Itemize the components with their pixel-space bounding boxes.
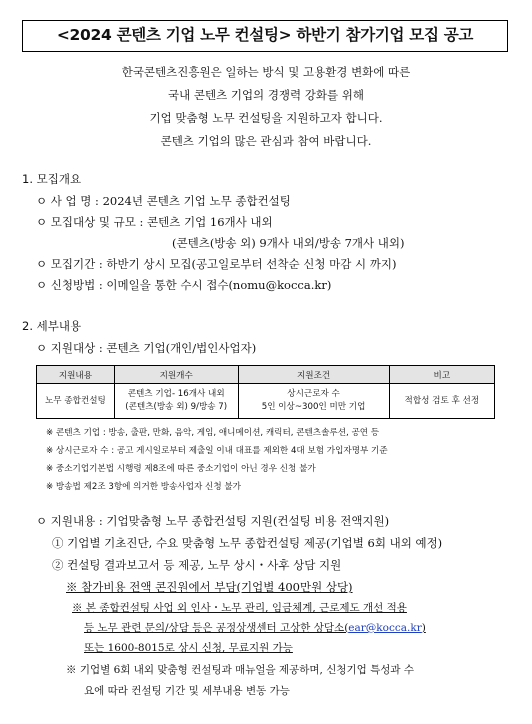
support-item-1: ① 기업별 기초진단, 수요 맞춤형 노무 종합컨설팅 제공(기업별 6회 내외 예정) bbox=[52, 536, 443, 550]
consult-email-link[interactable]: ear@kocca.kr bbox=[348, 622, 422, 634]
cell-text: 상시근로자 수 bbox=[287, 389, 340, 399]
extra-consult-line-3: 또는 1600-8015로 상시 신청, 무료지원 가능 bbox=[84, 642, 293, 654]
support-item-2: ② 컨설팅 결과보고서 등 제공, 노무 상시・사후 상담 지원 bbox=[52, 558, 342, 572]
intro-line-2: 국내 콘텐츠 기업의 경쟁력 강화를 위해 bbox=[167, 88, 365, 102]
support-content-heading: ㅇ 지원내용 : 기업맞춤형 노무 종합컨설팅 지원(컨설팅 비용 전액지원) bbox=[36, 514, 390, 528]
final-note-line-1: ※ 기업별 6회 내외 맞춤형 컨설팅과 매뉴얼을 제공하며, 신청기업 특성과 수 bbox=[66, 664, 415, 676]
section2-heading: 2. 세부내용 bbox=[22, 319, 82, 333]
cell-text: 적합성 검토 후 선정 bbox=[404, 395, 480, 406]
cell-text: 콘텐츠 기업- 16개사 내외 bbox=[127, 389, 225, 399]
table-cell bbox=[238, 384, 389, 419]
intro-line-4: 콘텐츠 기업의 많은 관심과 참여 바랍니다. bbox=[160, 134, 372, 148]
table-row bbox=[37, 384, 495, 419]
note-sme-act: ※ 중소기업기본법 시행령 제8조에 따른 중소기업이 아닌 경우 신청 불가 bbox=[46, 464, 316, 474]
note-content-companies: ※ 콘텐츠 기업 : 방송, 출판, 만화, 음악, 게임, 애니메이션, 캐릭터, 콘텐츠솔루션, 공연 등 bbox=[46, 428, 380, 438]
cell-text: 노무 종합컨설팅 bbox=[45, 395, 106, 406]
table-header: 비고 bbox=[389, 366, 494, 384]
table-header: 지원내용 bbox=[37, 366, 115, 384]
note-broadcast-act: ※ 방송법 제2조 3항에 의거한 방송사업자 신청 불가 bbox=[46, 482, 241, 492]
overview-project-name: ㅇ 사 업 명 : 2024년 콘텐츠 기업 노무 종합컨설팅 bbox=[36, 194, 291, 208]
intro-line-1: 한국콘텐츠진흥원은 일하는 방식 및 고용환경 변화에 따른 bbox=[121, 65, 411, 79]
support-target: ㅇ 지원대상 : 콘텐츠 기업(개인/법인사업자) bbox=[36, 341, 257, 355]
table-header: 지원개수 bbox=[114, 366, 238, 384]
table-cell bbox=[389, 384, 494, 419]
intro-line-3: 기업 맞춤형 노무 컨설팅을 지원하고자 합니다. bbox=[149, 111, 383, 125]
note-employee-count: ※ 상시근로자 수 : 공고 게시일로부터 제출일 이내 대표를 제외한 4대 보험 가입자명부 기준 bbox=[46, 446, 388, 456]
overview-period: ㅇ 모집기간 : 하반기 상시 모집(공고일로부터 선착순 신청 마감 시 까지) bbox=[36, 257, 397, 271]
overview-apply-method: ㅇ 신청방법 : 이메일을 통한 수시 접수(nomu@kocca.kr) bbox=[36, 278, 332, 292]
section1-heading: 1. 모집개요 bbox=[22, 172, 82, 186]
extra-consult-close: ) bbox=[421, 622, 426, 634]
extra-consult-line-1: ※ 본 종합컨설팅 사업 외 인사・노무 관리, 임금체계, 근로제도 개선 적용 bbox=[72, 602, 407, 614]
extra-consult-text: 등 노무 관련 문의/상담 등은 공정상생센터 고상한 상담소( bbox=[84, 622, 349, 634]
support-table bbox=[36, 365, 495, 419]
extra-consult-line-2 bbox=[84, 620, 426, 635]
cell-text: 5인 이상~300인 미만 기업 bbox=[261, 402, 366, 412]
table-cell bbox=[37, 384, 115, 419]
overview-target-detail: (콘텐츠(방송 외) 9개사 내외/방송 7개사 내외) bbox=[172, 236, 405, 250]
page-title: <2024 콘텐츠 기업 노무 컨설팅> 하반기 참가기업 모집 공고 bbox=[22, 20, 508, 52]
table-header-row bbox=[37, 366, 495, 384]
cost-note: ※ 참가비용 전액 콘진원에서 부담(기업별 400만원 상당) bbox=[66, 580, 353, 594]
overview-target: ㅇ 모집대상 및 규모 : 콘텐츠 기업 16개사 내외 bbox=[36, 215, 273, 229]
table-cell bbox=[114, 384, 238, 419]
table-header: 지원조건 bbox=[238, 366, 389, 384]
cell-text: (콘텐츠(방송 외) 9/방송 7) bbox=[125, 402, 228, 412]
final-note-line-2: 요에 따라 컨설팅 기간 및 세부내용 변동 가능 bbox=[84, 685, 290, 697]
